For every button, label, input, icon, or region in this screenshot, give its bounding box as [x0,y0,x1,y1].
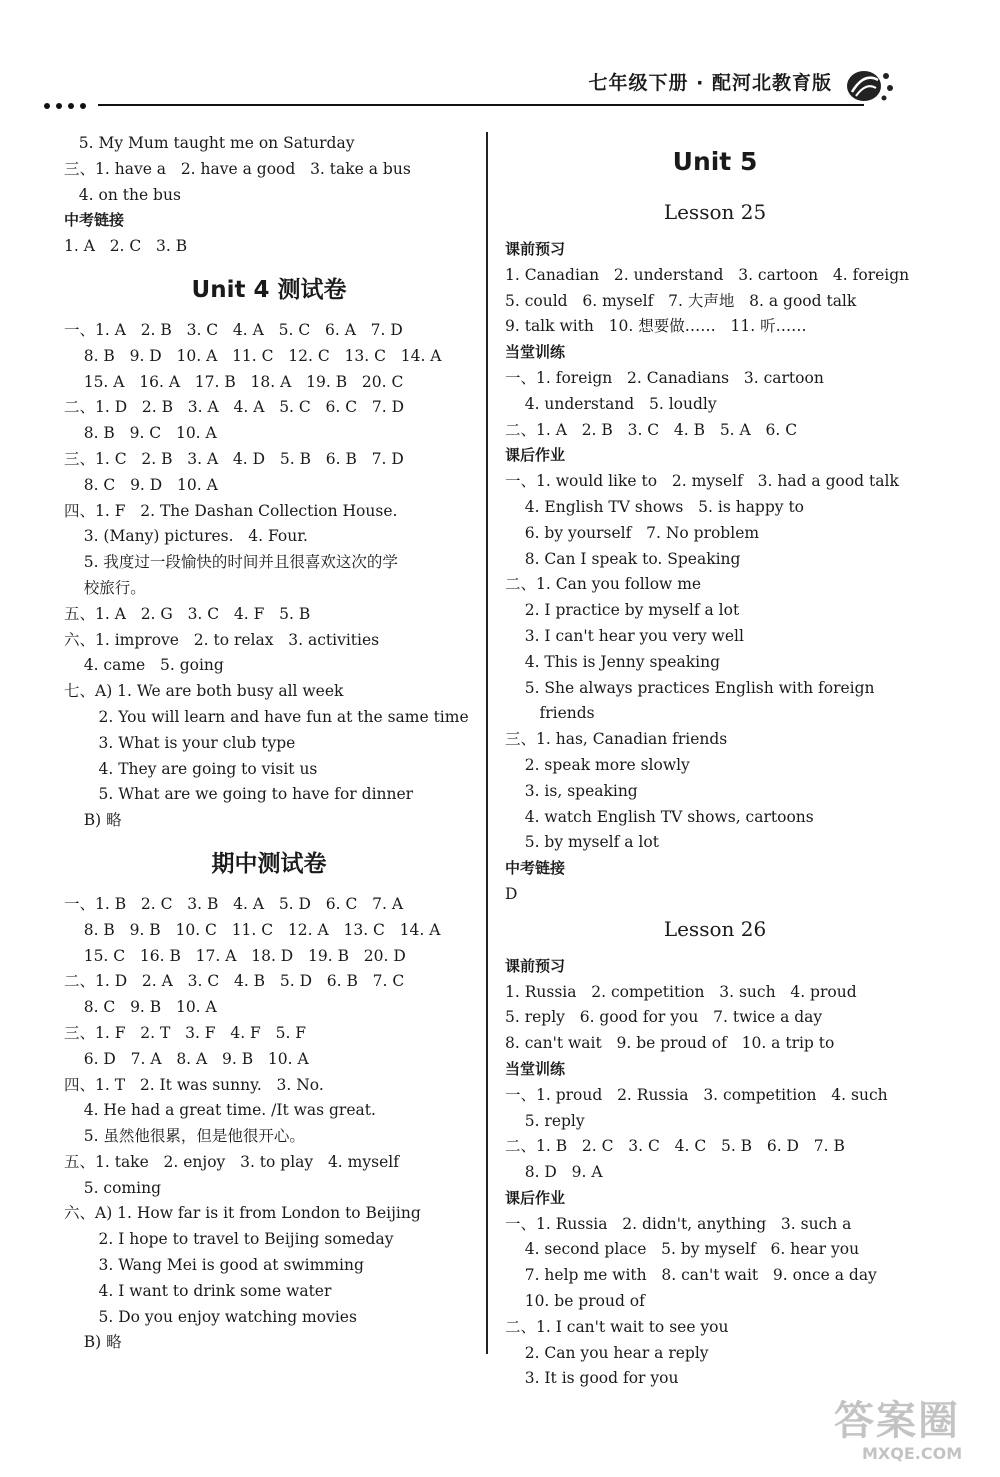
answer-line: 一、1. A 2. B 3. C 4. A 5. C 6. A 7. D [64,320,403,339]
watermark-url: MXQE.COM [862,1444,963,1463]
answer-line: 5. She always practices English with foreign [505,678,875,697]
answer-line: 二、1. I can't wait to see you [505,1317,729,1336]
answer-line: 2. I practice by myself a lot [505,601,740,620]
zhongkao-label: 中考链接 [505,859,566,878]
answer-line: 二、1. Can you follow me [505,575,702,594]
preview-label: 课前预习 [505,240,566,258]
answer-line: 5. 虽然他很累，但是他很开心。 [64,1127,305,1146]
answer-line: 8. B 9. B 10. C 11. C 12. A 13. C 14. A [64,920,441,939]
answer-line: 4. came 5. going [64,656,224,675]
answer-line: 2. Can you hear a reply [505,1343,709,1362]
answer-line: 3. is, speaking [505,781,638,800]
answer-line: 8. C 9. B 10. A [64,998,217,1017]
lesson25-title: Lesson 25 [663,200,767,224]
answer-line: 五、1. take 2. enjoy 3. to play 4. myself [64,1152,399,1171]
answer-line: 4. He had a great time. /It was great. [64,1101,376,1120]
answer-line: 5. What are we going to have for dinner [64,785,414,804]
answer-line: 四、1. T 2. It was sunny. 3. No. [64,1075,324,1094]
midterm-answers [64,892,474,1356]
answer-line: B) 略 [64,1333,122,1352]
header-dots [44,103,86,109]
answer-line: 3. It is good for you [505,1369,679,1388]
answer-line: 8. D 9. A [505,1163,603,1182]
answer-line: 6. by yourself 7. No problem [505,523,760,542]
answer-line: 5. Do you enjoy watching movies [64,1307,357,1326]
header-rule [98,104,864,106]
answer-line: 4. understand 5. loudly [505,394,717,413]
answer-line: 15. C 16. B 17. A 18. D 19. B 20. D [64,946,406,965]
answer-line: 一、1. would like to 2. myself 3. had a good talk [505,472,899,491]
answer-line: 2. You will learn and have fun at the same time [64,707,469,726]
unit4-answers [64,318,474,834]
answer-line: 一、1. B 2. C 3. B 4. A 5. D 6. C 7. A [64,894,404,913]
answer-line: friends [505,704,595,723]
answer-line: 8. C 9. D 10. A [64,475,218,494]
watermark-logo-text: 答案圈 [834,1398,960,1444]
header-title: 七年级下册 · 配河北教育版 [588,72,832,94]
answer-line: 15. A 16. A 17. B 18. A 19. B 20. C [64,372,404,391]
answer-line: 四、1. F 2. The Dashan Collection House. [64,501,398,520]
answer-line: 8. B 9. D 10. A 11. C 12. C 13. C 14. A [64,346,442,365]
answer-line: 9. talk with 10. 想要做…… 11. 听…… [505,317,807,336]
answer-line: 5. by myself a lot [505,833,659,852]
answer-line: 3. (Many) pictures. 4. Four. [64,527,308,546]
class-practice-label: 当堂训练 [505,343,566,362]
answer-line: 10. be proud of [505,1292,645,1311]
unit4-test-title: Unit 4 测试卷 [191,276,347,303]
answer-line: 3. What is your club type [64,733,296,752]
right-column [505,131,925,1392]
homework-label: 课后作业 [505,446,566,465]
answer-line: 8. can't wait 9. be proud of 10. a trip to [505,1034,835,1053]
answer-line: 6. D 7. A 8. A 9. B 10. A [64,1049,309,1068]
column-divider [486,132,488,1354]
answer-line: 4. second place 5. by myself 6. hear you [505,1240,860,1259]
answer-line: 5. reply [505,1111,585,1130]
answer-line: 2. I hope to travel to Beijing someday [64,1230,394,1249]
left-column [64,131,474,1356]
answer-line: 2. speak more slowly [505,755,690,774]
left-top-answers [64,131,474,208]
answer-line: 校旅行。 [64,578,146,597]
answer-line: 5. reply 6. good for you 7. twice a day [505,1008,823,1027]
answer-line: 1. Russia 2. competition 3. such 4. proud [505,982,857,1001]
answer-line: 8. B 9. C 10. A [64,424,217,443]
answer-line: 三、1. F 2. T 3. F 4. F 5. F [64,1023,307,1042]
answer-line: 一、1. proud 2. Russia 3. competition 4. such [505,1085,888,1104]
class-practice-label: 当堂训练 [505,1059,566,1078]
answer-line: 一、1. Russia 2. didn't, anything 3. such a [505,1214,852,1233]
answer-line: 三、1. have a 2. have a good 3. take a bus [64,159,411,178]
answer-line: 六、1. improve 2. to relax 3. activities [64,630,380,649]
answer-line: 5. could 6. myself 7. 大声地 8. a good talk [505,291,857,310]
answer-line: 二、1. D 2. A 3. C 4. B 5. D 6. B 7. C [64,972,405,991]
answer-line: 六、A) 1. How far is it from London to Beijing [64,1204,421,1223]
zhongkao-answer: 1. A 2. C 3. B [64,237,188,256]
answer-line: 5. My Mum taught me on Saturday [64,134,355,152]
lesson26-title: Lesson 26 [663,916,767,941]
answer-line: 5. 我度过一段愉快的时间并且很喜欢这次的学 [64,553,398,572]
answer-line: B) 略 [64,811,122,830]
answer-line: 8. Can I speak to. Speaking [505,549,741,568]
answer-line: 三、1. has, Canadian friends [505,730,728,749]
homework-label: 课后作业 [505,1188,566,1207]
preview-label: 课前预习 [505,956,566,975]
midterm-test-title: 期中测试卷 [211,850,327,877]
answer-line: 5. coming [64,1178,161,1197]
zhongkao-answer: D [505,884,518,903]
answer-line: 7. help me with 8. can't wait 9. once a day [505,1266,877,1285]
answer-line: 4. on the bus [64,185,181,204]
answer-line: 4. This is Jenny speaking [505,652,721,671]
answer-line: 3. Wang Mei is good at swimming [64,1256,364,1275]
answer-line: 4. I want to drink some water [64,1281,332,1300]
answer-line: 二、1. A 2. B 3. C 4. B 5. A 6. C [505,420,798,439]
leaf-logo-icon [844,66,900,106]
answer-line: 4. watch English TV shows, cartoons [505,807,814,826]
zhongkao-label: 中考链接 [64,211,125,230]
answer-line: 三、1. C 2. B 3. A 4. D 5. B 6. B 7. D [64,449,404,468]
answer-line: 3. I can't hear you very well [505,626,744,645]
answer-line: 五、1. A 2. G 3. C 4. F 5. B [64,604,311,623]
unit5-title: Unit 5 [672,147,758,176]
answer-line: 4. English TV shows 5. is happy to [505,497,805,516]
answer-line: 1. Canadian 2. understand 3. cartoon 4. foreign [505,265,910,284]
answer-line: 一、1. foreign 2. Canadians 3. cartoon [505,368,824,387]
answer-line: 4. They are going to visit us [64,759,318,778]
answer-line: 七、A) 1. We are both busy all week [64,682,344,701]
answer-line: 二、1. D 2. B 3. A 4. A 5. C 6. C 7. D [64,398,405,417]
watermark [828,1393,988,1463]
answer-line: 二、1. B 2. C 3. C 4. C 5. B 6. D 7. B [505,1137,845,1156]
